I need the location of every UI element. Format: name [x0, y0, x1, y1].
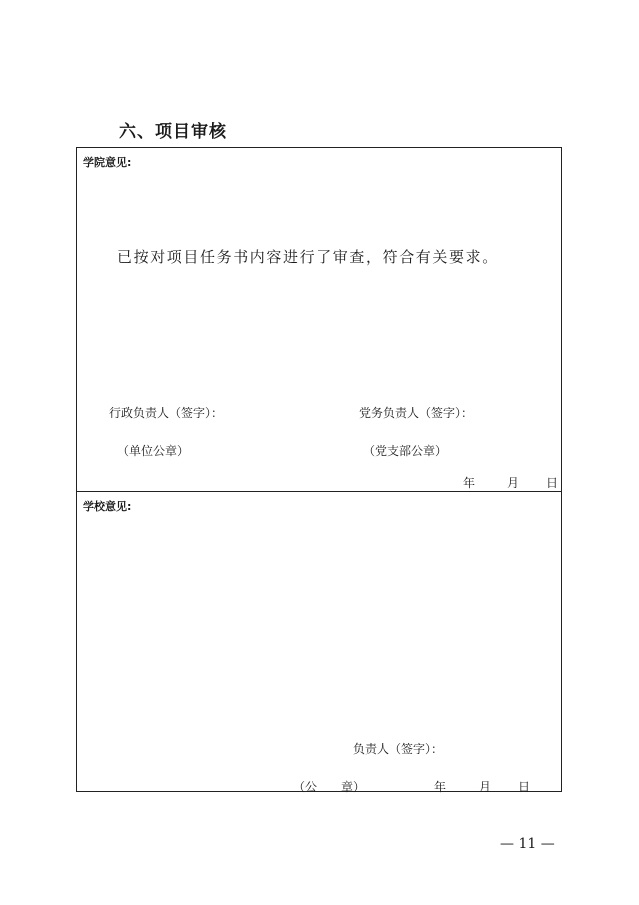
school-seal-label: （公 章）	[293, 780, 366, 794]
unit-seal-label: （单位公章）	[117, 444, 190, 458]
college-date-day: 日	[546, 476, 559, 490]
party-branch-seal-label: （党支部公章）	[363, 444, 448, 458]
page-number: — 11 —	[500, 836, 555, 852]
school-date-year: 年	[434, 780, 447, 794]
college-date-year: 年	[463, 476, 476, 490]
college-date-month: 月	[507, 476, 520, 490]
section-title: 六、项目审核	[119, 122, 227, 142]
review-table	[76, 147, 562, 792]
school-opinion-label: 学校意见:	[83, 500, 132, 513]
school-signature-label: 负责人（签字）：	[353, 742, 444, 756]
college-opinion-label: 学院意见:	[83, 156, 132, 169]
school-date-month: 月	[479, 780, 492, 794]
party-signature-label: 党务负责人（签字）：	[359, 406, 474, 420]
school-date-day: 日	[518, 780, 531, 794]
admin-signature-label: 行政负责人（签字）：	[109, 406, 224, 420]
college-opinion-text: 已按对项目任务书内容进行了审查，符合有关要求。	[117, 248, 499, 266]
school-opinion-cell	[77, 492, 561, 794]
college-opinion-cell	[77, 148, 561, 492]
